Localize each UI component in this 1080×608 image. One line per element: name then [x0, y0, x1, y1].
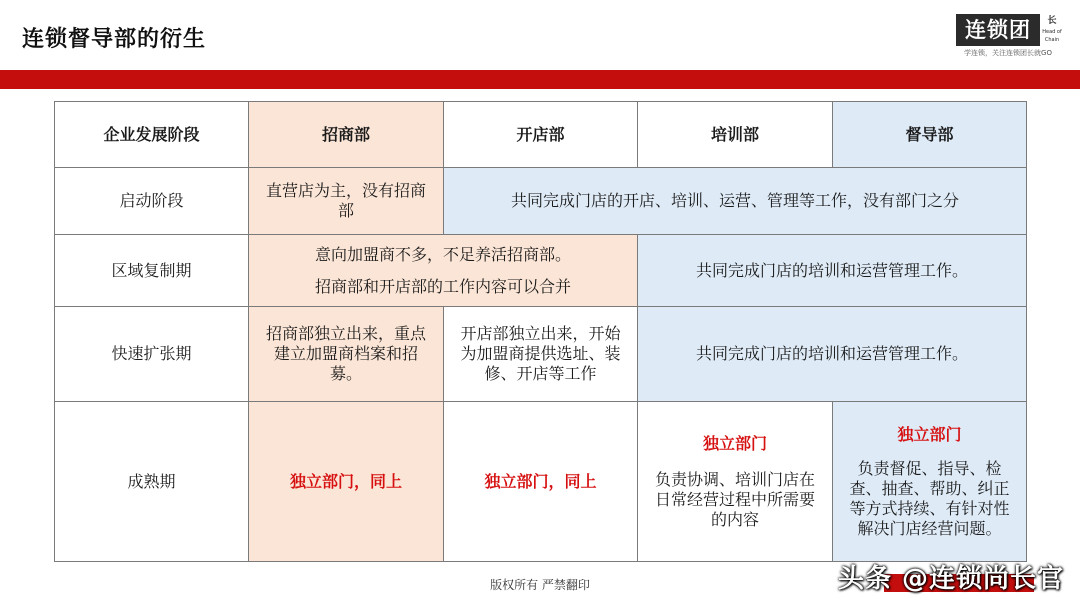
shared-cell: 共同完成门店的培训和运营管理工作。	[638, 307, 1027, 402]
header-divider-bar	[0, 70, 1080, 89]
department-evolution-table	[54, 101, 1027, 562]
recruit-cell: 直营店为主，没有招商部	[249, 168, 444, 235]
table-row	[55, 235, 1027, 307]
merged-line-2: 招商部和开店部的工作内容可以合并	[314, 276, 571, 296]
stage-cell: 快速扩张期	[55, 307, 249, 402]
page-title: 连锁督导部的衍生	[22, 27, 207, 52]
recruit-cell: 独立部门，同上	[249, 402, 444, 562]
table-header-row	[55, 102, 1027, 168]
watermark-text: 头条 @连锁尚长官	[837, 564, 1064, 594]
header-training-dept: 培训部	[638, 102, 833, 168]
table-row	[55, 307, 1027, 402]
stage-cell: 区域复制期	[55, 235, 249, 307]
supervision-cell	[833, 402, 1027, 562]
header-supervision-dept: 督导部	[833, 102, 1027, 168]
merged-recruit-open-cell	[249, 235, 638, 307]
shared-cell: 共同完成门店的开店、培训、运营、管理等工作，没有部门之分	[444, 168, 1027, 235]
stage-cell: 成熟期	[55, 402, 249, 562]
brand-logo	[952, 14, 1064, 62]
table-row	[55, 402, 1027, 562]
shared-cell: 共同完成门店的培训和运营管理工作。	[638, 235, 1027, 307]
supervision-title: 独立部门	[897, 424, 962, 444]
open-cell: 独立部门，同上	[444, 402, 638, 562]
logo-subtitle: 学连锁，关注连锁团长就GO	[964, 49, 1052, 57]
header-recruit-dept: 招商部	[249, 102, 444, 168]
merged-line-1: 意向加盟商不多，不足养活招商部。	[314, 244, 571, 264]
logo-main-text: 连锁团	[956, 14, 1040, 46]
open-cell: 开店部独立出来，开始为加盟商提供选址、装修、开店等工作	[444, 307, 638, 402]
header-stage: 企业发展阶段	[55, 102, 249, 168]
training-title: 独立部门	[702, 433, 767, 453]
logo-tag-sub: Head of Chain	[1042, 29, 1062, 43]
training-cell	[638, 402, 833, 562]
logo-tag	[1040, 14, 1064, 46]
table-row	[55, 168, 1027, 235]
header-open-dept: 开店部	[444, 102, 638, 168]
copyright-footer: 版权所有 严禁翻印	[490, 578, 590, 592]
logo-tag-char: 长	[1047, 16, 1057, 26]
supervision-desc: 负责督促、指导、检查、抽查、帮助、纠正等方式持续、有针对性解决门店经营问题。	[849, 458, 1010, 538]
stage-cell: 启动阶段	[55, 168, 249, 235]
training-desc: 负责协调、培训门店在日常经营过程中所需要的内容	[654, 469, 815, 529]
recruit-cell: 招商部独立出来，重点建立加盟商档案和招募。	[249, 307, 444, 402]
